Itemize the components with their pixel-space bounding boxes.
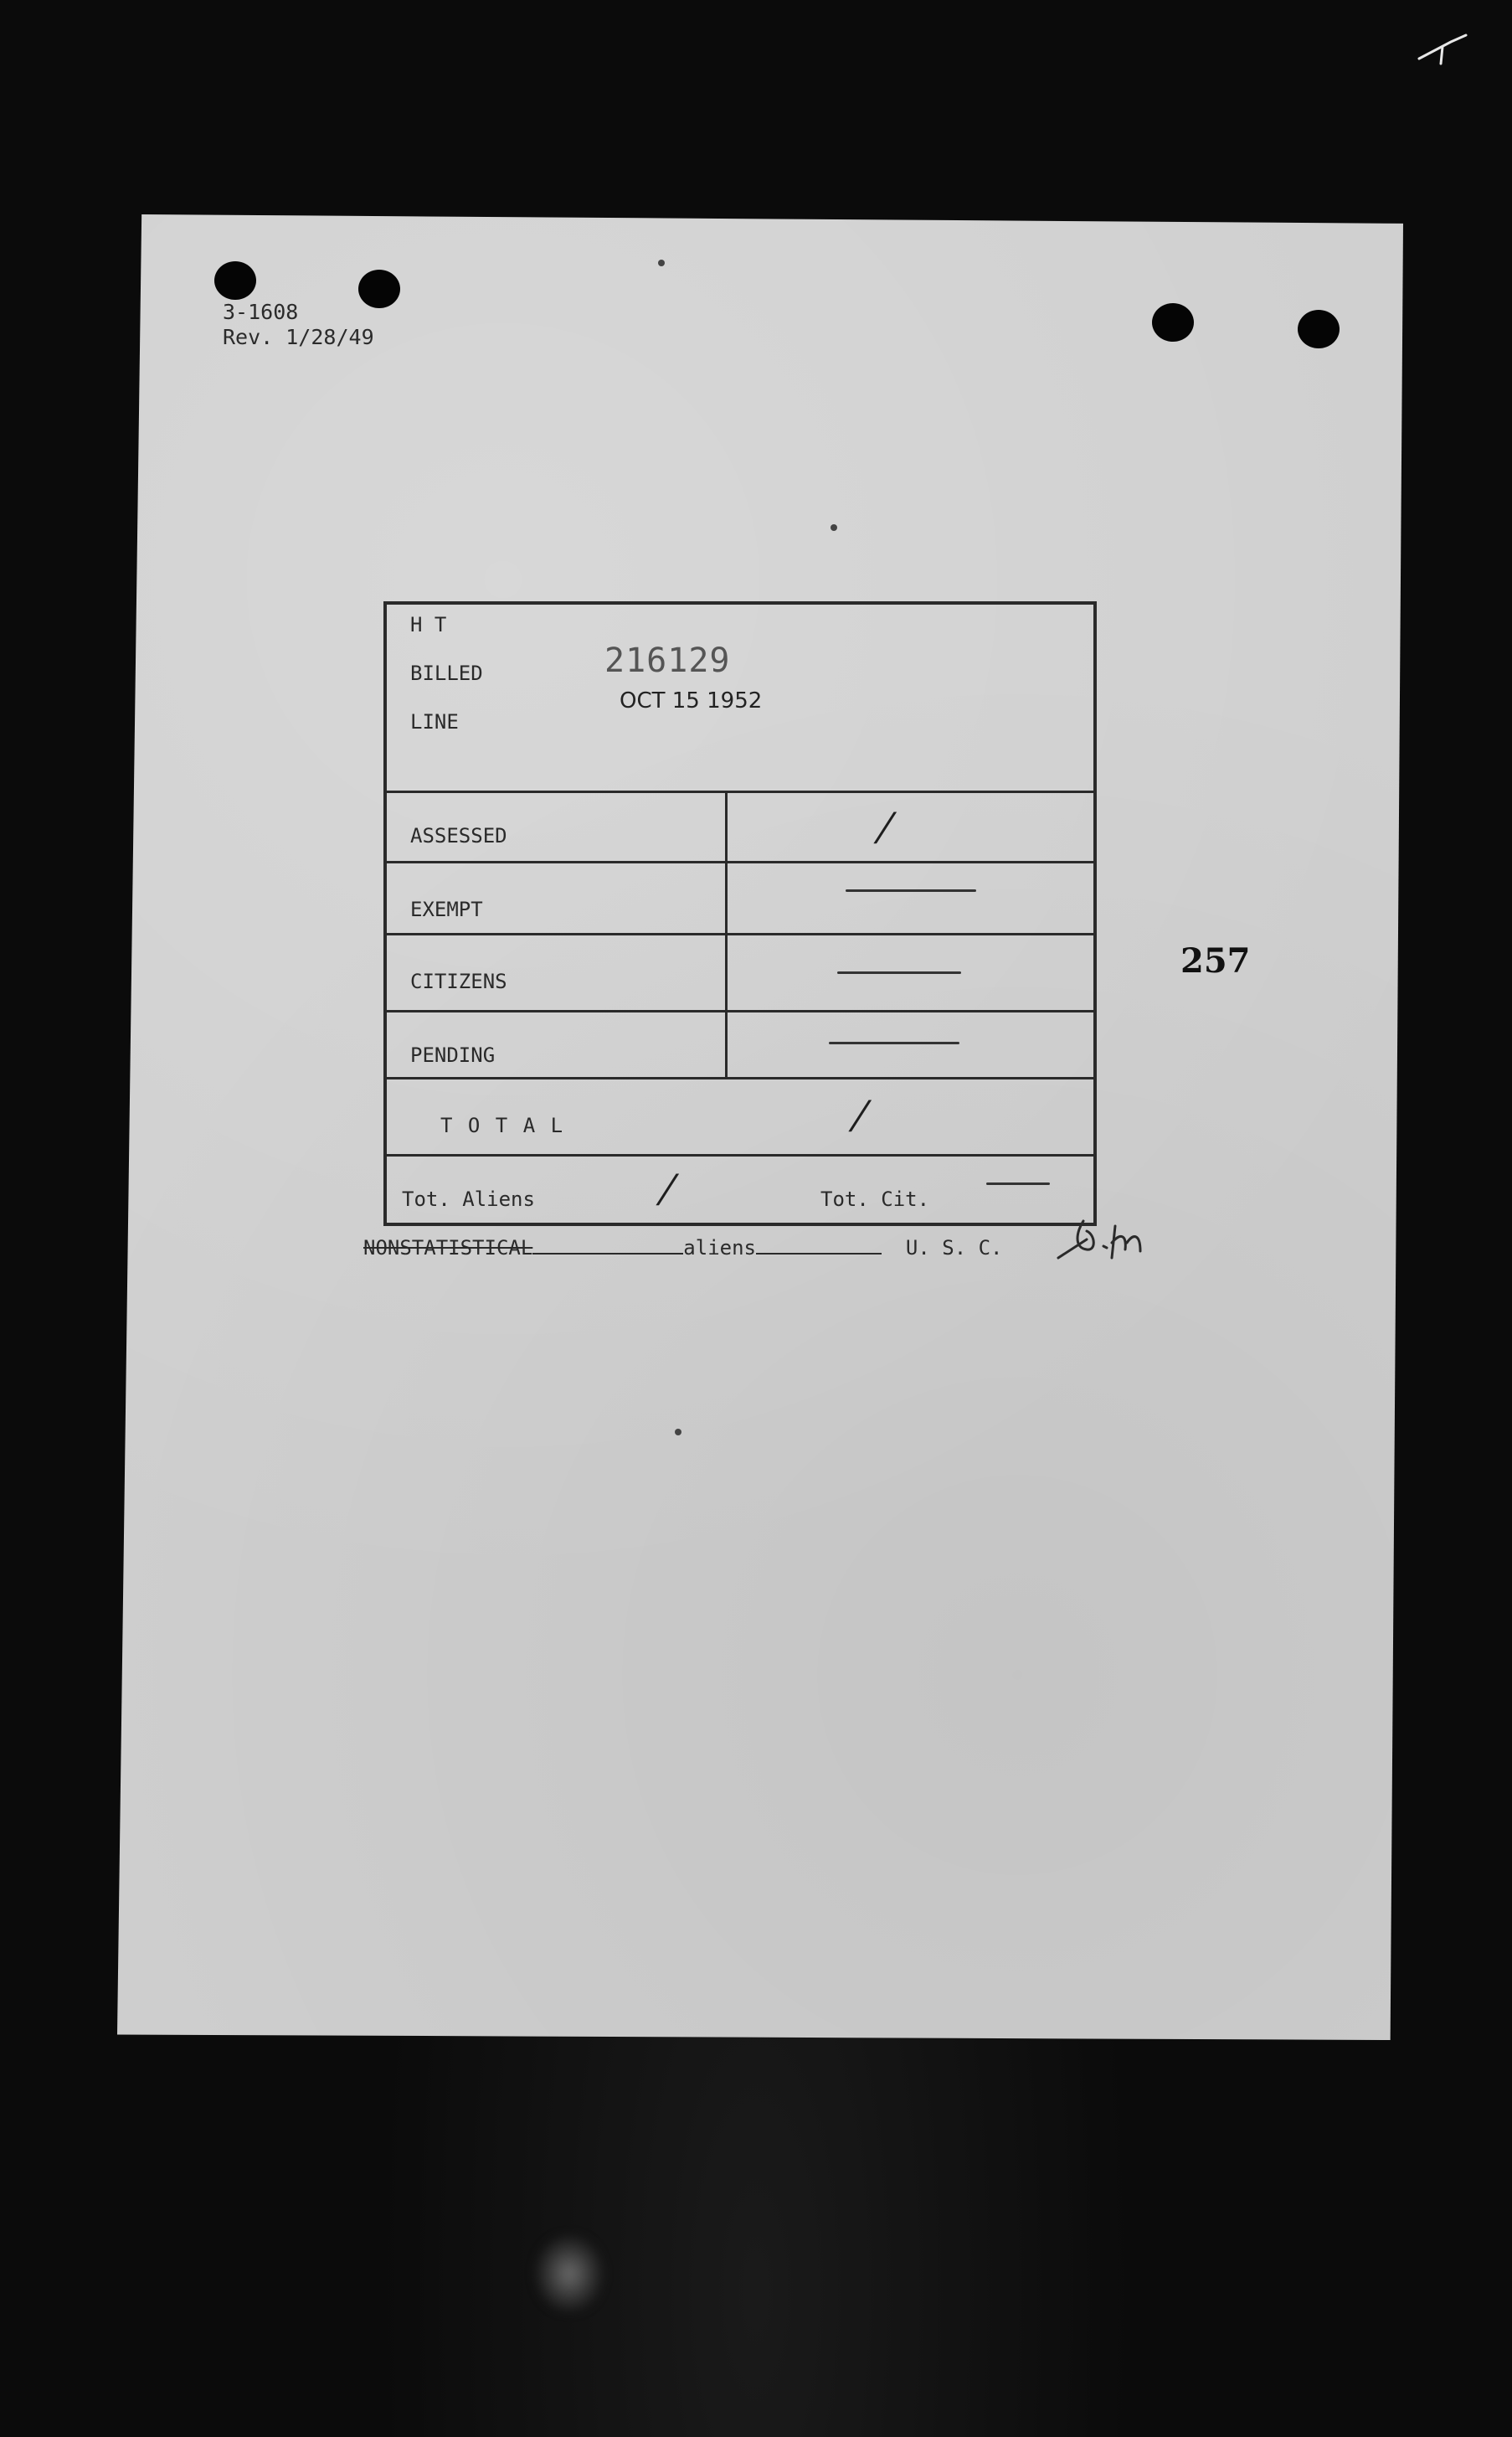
tot-cit-mark [986,1182,1050,1185]
footer-line [363,1234,1003,1260]
billed-label: BILLED [410,662,483,685]
blank-line [756,1234,882,1255]
stamp-divider [383,933,1097,935]
corner-pen-mark [1417,33,1468,67]
aliens-label: aliens [683,1236,756,1260]
nonstatistical-label: NONSTATISTICAL [363,1236,533,1260]
assessed-label: ASSESSED [410,824,507,848]
tot-aliens-mark: / [654,1166,682,1211]
total-label: T O T A L [440,1114,565,1137]
punch-hole [214,261,256,300]
stamp-serial-number: 216129 [604,641,731,680]
exempt-label: EXEMPT [410,898,483,921]
stamp-divider [383,791,1097,793]
paper-speck [675,1429,681,1435]
citizens-label: CITIZENS [410,970,507,993]
pending-mark [829,1042,959,1044]
stamp-divider [383,1010,1097,1012]
form-revision: Rev. 1/28/49 [223,325,374,349]
exempt-mark [846,889,976,892]
assessed-mark: / [872,804,900,849]
stamp-divider [383,861,1097,863]
total-mark: / [846,1092,875,1137]
citizens-mark [837,971,961,974]
stamp-divider [383,1154,1097,1157]
ht-label: H T [410,613,447,636]
film-glare [536,2236,603,2311]
blank-line [532,1234,683,1255]
tot-aliens-label: Tot. Aliens [402,1188,535,1211]
punch-hole [1298,310,1340,348]
page-number: 257 [1180,941,1251,981]
form-code [223,300,374,350]
stamp-column-divider [725,791,728,1077]
pending-label: PENDING [410,1043,496,1067]
punch-hole [1152,303,1194,342]
paper-speck [831,524,837,531]
paper-speck [658,260,665,266]
stamp-divider [383,1077,1097,1079]
line-label: LINE [410,710,459,734]
tot-cit-label: Tot. Cit. [820,1188,930,1211]
usc-label: U. S. C. [905,1236,1003,1260]
handwritten-initials [1053,1209,1170,1268]
form-number: 3-1608 [223,300,299,324]
stamp-date: OCT 15 1952 [620,688,763,714]
